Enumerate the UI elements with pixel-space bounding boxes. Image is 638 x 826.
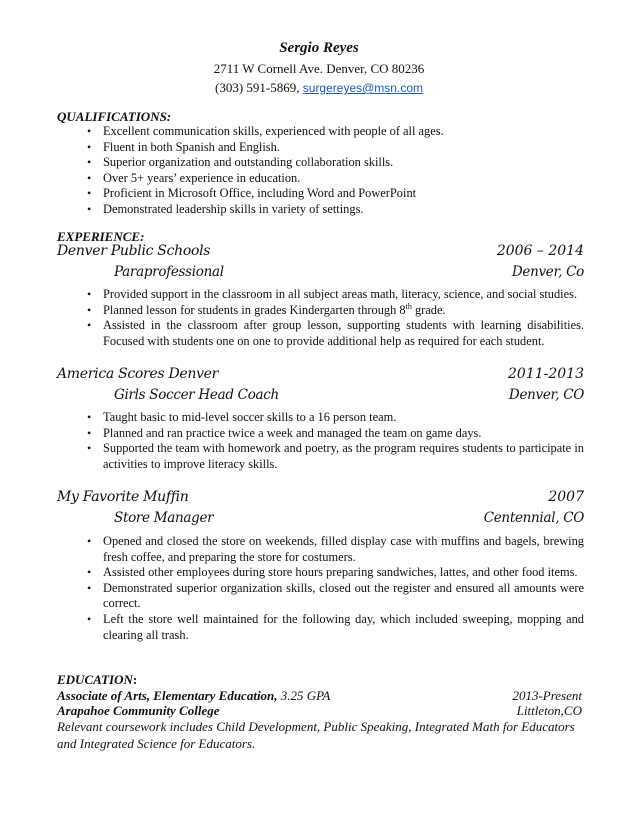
job-location: Centennial, CO bbox=[483, 510, 584, 526]
list-item: • Assisted in the classroom after group lesson, supporting students with learning disabilities. Focused with students one on one to provide additional help as required for each student. bbox=[87, 318, 584, 349]
qualifications-heading: QUALIFICATIONS: bbox=[57, 109, 172, 124]
job-employer: My Favorite Muffin bbox=[57, 489, 189, 505]
list-item: • Superior organization and outstanding collaboration skills. bbox=[87, 155, 584, 171]
job-location: Denver, CO bbox=[508, 387, 584, 403]
education-heading bbox=[57, 672, 137, 688]
list-item: • Demonstrated leadership skills in variety of settings. bbox=[87, 202, 584, 218]
list-item: • Supported the team with homework and poetry, as the program requires students to participate in activities to improve literacy skills. bbox=[87, 441, 584, 472]
education-heading-text: EDUCATION bbox=[57, 672, 133, 687]
school-name: Arapahoe Community College bbox=[57, 703, 220, 718]
contact-line bbox=[0, 80, 638, 96]
list-item: • Over 5+ years’ experience in education. bbox=[87, 171, 584, 187]
list-item: • Provided support in the classroom in all subject areas math, literacy, science, and social studies. bbox=[87, 287, 584, 303]
ordinal-suffix: th bbox=[405, 301, 412, 311]
job-bullets bbox=[87, 410, 584, 472]
list-item bbox=[87, 303, 584, 319]
list-item: • Excellent communication skills, experienced with people of all ages. bbox=[87, 124, 584, 140]
list-item: • Proficient in Microsoft Office, including Word and PowerPoint bbox=[87, 186, 584, 202]
degree-dates: 2013-Present bbox=[512, 688, 582, 703]
job-employer: America Scores Denver bbox=[57, 366, 219, 382]
school-location: Littleton,CO bbox=[516, 703, 582, 718]
job-dates: 2011-2013 bbox=[508, 366, 584, 382]
experience-heading: EXPERIENCE: bbox=[57, 229, 145, 244]
list-item: • Planned and ran practice twice a week and managed the team on game days. bbox=[87, 426, 584, 442]
job-dates: 2006 – 2014 bbox=[496, 243, 584, 259]
list-item: • Taught basic to mid-level soccer skills to a 16 person team. bbox=[87, 410, 584, 426]
job-role: Store Manager bbox=[114, 510, 214, 526]
degree-line bbox=[57, 688, 330, 704]
phone-number: (303) 591-5869, bbox=[215, 80, 300, 95]
list-item: • Opened and closed the store on weekends, filled display case with muffins and bagels, brewing fresh coffee, and preparing the store for costumers. bbox=[87, 534, 584, 565]
job-employer: Denver Public Schools bbox=[57, 243, 211, 259]
job-role: Girls Soccer Head Coach bbox=[114, 387, 279, 403]
job-bullets bbox=[87, 287, 584, 349]
job-dates: 2007 bbox=[548, 489, 584, 505]
list-item-text: Planned lesson for students in grades Kindergarten through 8 bbox=[103, 302, 406, 317]
gpa: 3.25 GPA bbox=[277, 688, 331, 703]
list-item: • Demonstrated superior organization skills, closed out the register and ensured all amounts were correct. bbox=[87, 581, 584, 612]
candidate-name: Sergio Reyes bbox=[279, 40, 359, 56]
address: 2711 W Cornell Ave. Denver, CO 80236 bbox=[213, 61, 425, 76]
list-item: • Left the store well maintained for the following day, which included sweeping, mopping and clearing all trash. bbox=[87, 612, 584, 643]
job-bullets bbox=[87, 534, 584, 643]
list-item: • Fluent in both Spanish and English. bbox=[87, 140, 584, 156]
coursework: Relevant coursework includes Child Development, Public Speaking, Integrated Math for Educators and Integrated Science for Educators. bbox=[57, 719, 575, 751]
qualifications-list bbox=[87, 124, 584, 218]
education-heading-colon: : bbox=[132, 672, 138, 687]
list-item: • Assisted other employees during store hours preparing sandwiches, lattes, and other food items. bbox=[87, 565, 584, 581]
email-link[interactable]: surgereyes@msn.com bbox=[302, 81, 423, 95]
degree-name: Associate of Arts, Elementary Education, bbox=[57, 688, 278, 703]
job-role: Paraprofessional bbox=[114, 264, 224, 280]
list-item-tail: grade. bbox=[411, 302, 446, 317]
job-location: Denver, Co bbox=[511, 264, 584, 280]
